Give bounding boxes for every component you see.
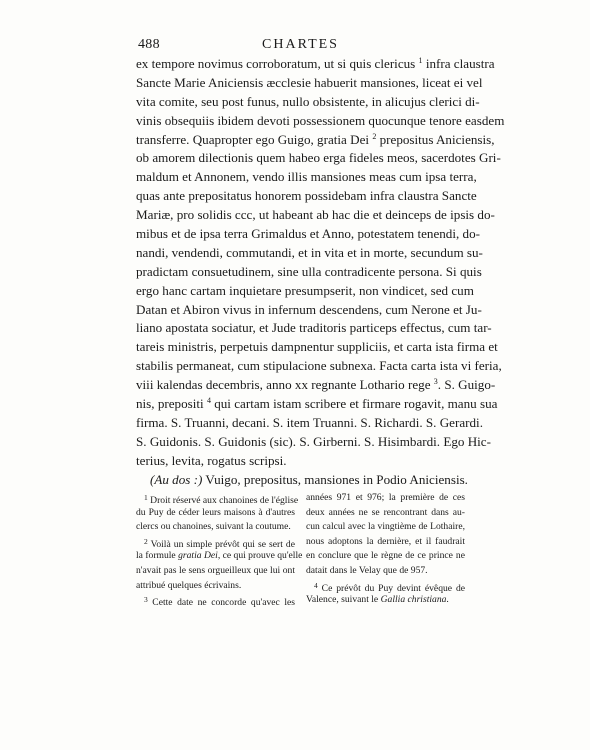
text-line: terius, levita, rogatus scripsi. [136,452,287,468]
footnote-number: 3 [144,595,148,605]
page-number: 488 [138,37,160,52]
footnote-line: du Puy de céder leurs maisons à d'autres [136,506,295,518]
text-line: Datan et Abiron vivus in infernum descendens, cum Nerone et Ju- [136,301,482,317]
running-title: CHARTES [262,37,339,52]
text-line: Sancte Marie Aniciensis æcclesie habuerit mansiones, liceat ei vel [136,74,483,90]
charter-text [136,55,505,489]
endorsement [136,471,468,490]
footnote-line: deux années ne se rencontrant dans au- [306,506,465,518]
text-line: ob amorem dilectionis quem habeo erga fideles meos, sacerdotes Gri- [136,150,501,166]
text-line: stabilis permaneat, cum stipulacione subnexa. Facta carta ista vi feria, [136,358,502,374]
running-head [138,37,463,57]
text-line: S. Guidonis. S. Guidonis (sic). S. Girberni. S. Hisimbardi. Ego Hic- [136,433,491,449]
footnote-line: la formule gratia Dei, ce qui prouve qu'elle [136,550,303,562]
text-line: ergo hanc cartam inquietare presumpserit, non vindicet, sed cum [136,282,474,298]
endorsement-text: Vuigo, prepositus, mansiones in Podio Aniciensis. [202,471,468,487]
footnote-line: $^4$ Ce prévôt du Puy devint évêque de [314,580,466,594]
footnote-ref[interactable]: 2 [372,131,377,141]
footnote-line: $^1$ Droit réservé aux chanoines de l'église [144,493,299,506]
footnote-ref[interactable]: 4 [206,396,211,406]
text-line: nis, prepositi $^4$ qui cartam istam scribere et firmare rogavit, manu sua [136,396,498,412]
footnote-number: 2 [144,536,148,546]
text-line: transferre. Quapropter ego Guigo, gratia Dei $^2$ prepositus Aniciensis, [136,131,495,147]
endorsement-label: (Au dos :) [150,471,203,487]
footnote-line: années 971 et 976; la première de ces [306,492,465,503]
text-line: firma. S. Truanni, decani. S. item Truanni. S. Richardi. S. Gerardi. [136,414,483,430]
footnote-line: n'avait pas le sens orgueilleux que lui ont [136,564,295,576]
footnote-line: cun calcul avec la vingtième de Lothaire, [306,521,465,533]
text-line: mibus et de ipsa terra Grimaldus et Anno, potestatem tenendi, do- [136,226,480,242]
text-line: nandi, vendendi, commutandi, et in vita et in morte, secundum su- [136,244,483,260]
footnote-line: Valence, suivant le Gallia christiana. [306,594,449,606]
text-line: tareis ministris, perpetuis dampnentur suppliciis, et carta ista firma et [136,339,498,355]
text-line: pradictam consuetudinem, sine ulla contradicente persona. Si quis [136,263,482,279]
text-line: Mariæ, pro solidis ccc, ut habeant ab hac die et deinceps de ipsis do- [136,207,495,223]
footnote-line: attribué quelques écrivains. [136,579,242,591]
text-line: viii kalendas decembris, anno xx regnante Lothario rege $^3$. S. Guigo- [136,377,496,393]
footnote-line: $^3$ Cette date ne concorde qu'avec les [144,595,295,609]
footnotes-left-column [136,491,303,609]
footnote-line: $^2$ Voilà un simple prévôt qui se sert de [144,536,295,550]
footnote-number: 1 [144,493,148,502]
footnote-ref[interactable]: 1 [418,56,423,65]
footnote-number: 4 [314,580,318,590]
text-line: vinis obsequiis ibidem devoti possessionem quocunque tenore easdem [136,112,505,128]
footnote-ref[interactable]: 3 [433,377,438,387]
text-line: maldum et Annonem, vendo illis mansiones meas cum ipsa terra, [136,169,477,185]
text-line: vita comite, seu post funus, nullo obsistente, in alicujus clerici di- [136,93,480,109]
footnote-line: en conclure que le règne de ce prince ne [306,550,465,562]
footnote-line: clercs ou chanoines, suivant la coutume. [136,521,291,533]
text-line: quas ante prepositatus honorem possidebam infra claustra Sancte [136,188,477,204]
footnote-line: datait dans le Velay que de 957. [306,564,428,576]
footnote-line: nous adoptons la dernière, et il faudrait [306,535,465,547]
footnotes-right-column [306,491,465,608]
text-line: liano apostata sociatur, et Jude traditoris particeps effectus, cum tar- [136,320,492,336]
text-line: ex tempore novimus corroboratum, ut si quis clericus $^1$ infra claustra [136,56,495,71]
